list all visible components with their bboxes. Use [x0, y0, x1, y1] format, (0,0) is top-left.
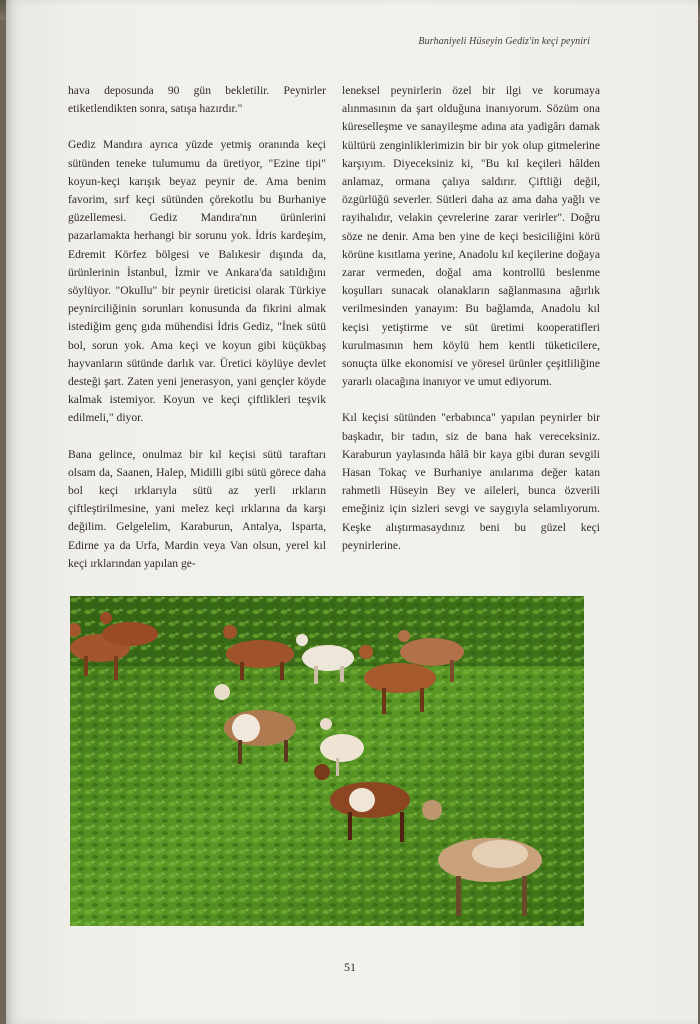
- paragraph: Gediz Mandıra ayrıca yüzde yetmiş oranında keçi sütünden teneke tulumumu da üretiyor, "Ezine tipi" koyun-keçi karışık beyaz peynir de. Ama benim favorim, sırf keçi sütünden çörekotlu bu Burhaniye güzellemesi. Gediz Mandıra'nın ürünlerini pazarlamakta herhangi bir sorunu yok. İdris kardeşim, Edremit Körfez bölgesi ve Balıkesir dışında da, ürünlerinin İstanbul, İzmir ve Ankara'da satıldığını söylüyor. "Okullu" bir peynir üreticisi olarak Türkiye peynirciliğinin sorunları konusunda da fikrini almak istediğim genç gıda mühendisi İdris Gediz, "İnek sütü bol, sorun yok. Ama keçi ve koyun gibi küçükbaş hayvanların sütünde darlık var. Üretici köylüye devlet desteği şart. Zaten yeni jenerasyon, yani gençler köyde kalmak istemiyor. Koyun ve keçi çiftlikleri teşvik edilmeli," diyor.: [68, 138, 326, 425]
- goats-illustration: [70, 596, 584, 926]
- goats-photo: [70, 596, 584, 926]
- paragraph: Bana gelince, onulmaz bir kıl keçisi sütü taraftarı olsam da, Saanen, Halep, Midilli gibi sütü görece daha bol keçi ırklarıyla sütü az yerli ırkların çiftleştirilmesine, yani melez keçi ırklarına da karşı değilim. Gelgelelim, Karaburun, Antalya, Isparta, Edirne ya da Urfa, Mardin veya Van olsun, yerel kıl keçi ırklarından yapılan ge-: [68, 447, 326, 570]
- paragraph: leneksel peynirlerin özel bir ilgi ve korumaya alınmasının da şart olduğuna inanıyorum. Sözüm ona küreselleşme ve sanayileşme adına ata yadigârı damak kültürü zenginliklerimizin bir bir yok olup gitmelerine karşıyım. Diyeceksiniz ki, "Bu kıl keçileri hâlden anlamaz, ormana çalıya saldırır. Çiftliği değil, özgürlüğü severler. Sütleri daha az ama daha yağlı ve rayihalıdır, velakin çevrelerine zarar verirler". Doğru söze ne denir. Ama ben yine de keçi besiciliğini körü körüne kısıtlama yerine, Anadolu kıl keçilerine doğaya zarar vermeden, doğal ama kontrollü beslenme koşulları sunacak olanakların sağlanmasına ağırlık verilmesinden yanayım: Bu bağlamda, Anadolu kıl keçisi yetiştirme ve süt üretimi kooperatifleri kurulmasının hem köylü hem kentli tüketicilere, sonuçta ülke ekonomisi ve yöresel ürünler çeşitliliğine yararlı olacağına inanıyor ve umut ediyorum.: [342, 84, 600, 389]
- paragraph: hava deposunda 90 gün bekletilir. Peynirler etiketlendikten sonra, satışa hazırdır.": [68, 84, 326, 116]
- left-column: [68, 82, 326, 591]
- page-number: 51: [344, 960, 356, 974]
- paragraph: Kıl keçisi sütünden "erbabınca" yapılan peynirler bir başkadır, bir tadın, siz de bana hak vereceksiniz. Karaburun yaylasında hâlâ bir kaya gibi duran sevgili Hasan Tokaç ve Burhaniye anılarıma değer katan rahmetli Hüseyin Bey ve aileleri, bunca özverili emeğiniz için sizleri sevgi ve saygıyla selamlıyorum. Keşke alıştırmasaydınız beni bu güzel keçi peynirlerine.: [342, 411, 600, 552]
- right-column: [342, 82, 600, 573]
- running-header: Burhaniyeli Hüseyin Gediz'in keçi peyniri: [418, 36, 590, 47]
